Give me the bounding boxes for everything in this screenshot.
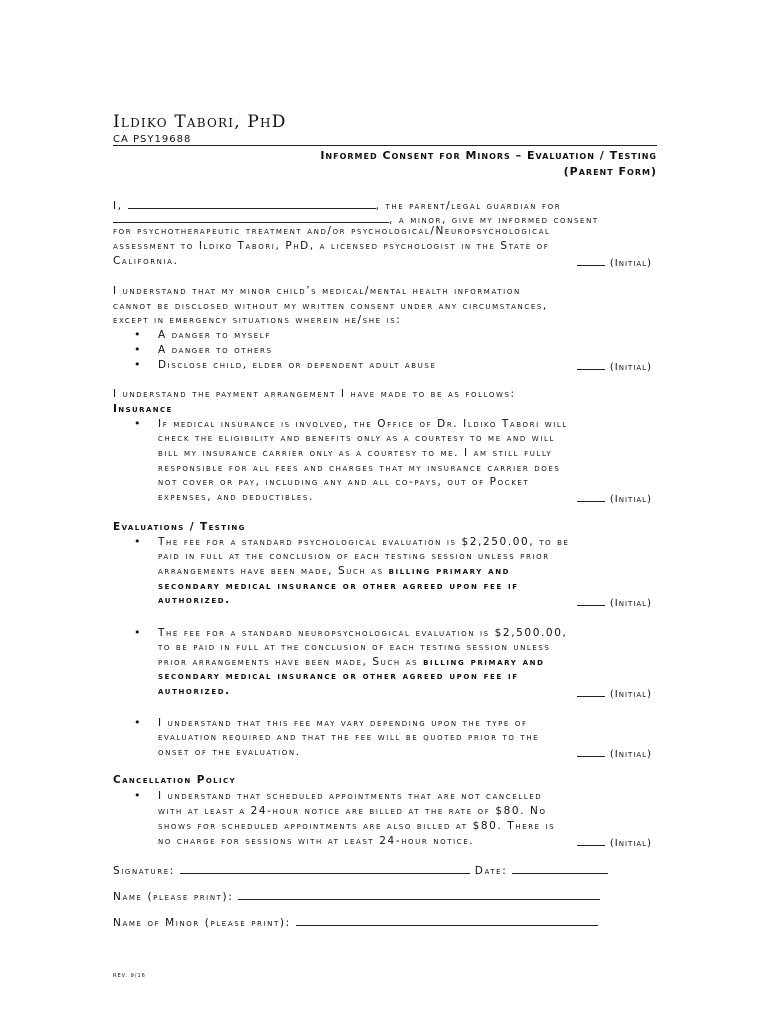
psych-line-1: The fee for a standard psychological evaluation is $2,250.00, to be [158, 536, 570, 548]
list-item: Disclose child, elder or dependent adult abuse [158, 359, 437, 371]
confidentiality-line-3: except in emergency situations wherein he/she is: [113, 314, 402, 326]
list-item: A danger to myself [158, 329, 271, 341]
form-title: Informed Consent for Minors – Evaluation / Testing [320, 149, 657, 162]
psych-line-2: paid in full at the conclusion of each testing session unless prior [158, 550, 550, 562]
date-label: Date: [474, 865, 508, 877]
psych-line-3-bold: billing primary and [388, 565, 511, 577]
cancellation-line-2: with at least a 24-hour notice are billed at the rate of $80. No [158, 805, 547, 817]
signature-field[interactable] [180, 862, 470, 874]
initial-label: (Initial) [609, 838, 652, 849]
initial-cancellation [577, 836, 652, 849]
confidentiality-line-2: cannot be disclosed without my written consent under any circumstances, [113, 300, 548, 312]
initial-insurance [577, 492, 652, 505]
bullet-icon: • [134, 358, 141, 371]
initial-neuro [577, 687, 652, 700]
neuro-line-3 [158, 656, 545, 668]
psych-line-3 [158, 565, 510, 577]
name-label: Name (please print): [113, 891, 234, 903]
initial-vary [577, 747, 652, 760]
vary-line-3: onset of the evaluation. [158, 746, 301, 758]
neuro-line-5: authorized. [158, 685, 231, 697]
vary-line-2: evaluation required and that the fee will be quoted prior to the [158, 731, 540, 743]
cancellation-heading: Cancellation Policy [113, 774, 237, 786]
list-item: A danger to others [158, 344, 273, 356]
payment-line: I understand the payment arrangement I have made to be as follows: [113, 388, 516, 400]
bullet-icon: • [134, 417, 141, 430]
initial-blank[interactable] [577, 360, 605, 370]
signature-row [113, 862, 608, 877]
revision-note: REV. 9/16 [113, 973, 146, 979]
bullet-icon: • [134, 789, 141, 802]
psych-line-4: secondary medical insurance or other agreed upon fee if [158, 580, 519, 592]
intro-line-3: for psychotherapeutic treatment and/or psychological/Neuropsychological [113, 225, 551, 237]
bullet-icon: • [134, 716, 141, 729]
insurance-heading: Insurance [113, 403, 173, 415]
neuro-line-3-text: prior arrangements have been made, Such as [158, 656, 424, 668]
initial-blank[interactable] [577, 256, 605, 266]
bullet-icon: • [134, 328, 141, 341]
intro-prefix: I, [113, 200, 123, 212]
initial-confidentiality [577, 360, 652, 373]
initial-blank[interactable] [577, 687, 605, 697]
initial-label: (Initial) [609, 689, 652, 700]
initial-psych [577, 596, 652, 609]
neuro-line-3-bold: billing primary and [423, 656, 545, 668]
initial-label: (Initial) [609, 494, 652, 505]
date-field[interactable] [512, 862, 608, 874]
confidentiality-line-1: I understand that my minor child’s medical/mental health information [113, 285, 521, 297]
psych-line-5: authorized. [158, 594, 231, 606]
minor-name-blank[interactable] [113, 211, 389, 223]
bullet-icon: • [134, 343, 141, 356]
initial-blank[interactable] [577, 747, 605, 757]
bullet-icon: • [134, 626, 141, 639]
minor-name-label: Name of Minor (please print): [113, 917, 291, 929]
intro-line-4: assessment to Ildiko Tabori, PhD, a licensed psychologist in the State of [113, 240, 550, 252]
insurance-line-6: expenses, and deductibles. [158, 491, 314, 503]
neuro-line-4: secondary medical insurance or other agreed upon fee if [158, 670, 519, 682]
vary-line-1: I understand that this fee may vary depending upon the type of [158, 717, 528, 729]
license-number: CA PSY19688 [113, 134, 192, 145]
intro-line-2 [113, 211, 599, 226]
form-subtitle: (Parent Form) [563, 165, 657, 178]
evaluations-heading: Evaluations / Testing [113, 521, 246, 533]
initial-intro [577, 256, 652, 269]
psych-line-3-text: arrangements have been made, Such as [158, 565, 389, 577]
intro-line2-suffix: , a minor, give my informed consent [389, 214, 599, 226]
insurance-line-5: not cover or pay, including any and all co-pays, out of Pocket [158, 476, 530, 488]
neuro-line-2: to be paid in full at the conclusion of each testing session unless [158, 641, 551, 653]
insurance-line-2: check the eligibility and benefits only as a courtesy to me and will [158, 432, 555, 444]
guardian-name-blank[interactable] [128, 197, 376, 209]
header-rule [113, 145, 657, 146]
minor-name-row [113, 914, 598, 929]
initial-blank[interactable] [577, 596, 605, 606]
bullet-icon: • [134, 535, 141, 548]
neuro-line-1: The fee for a standard neuropsychological evaluation is $2,500.00, [158, 627, 568, 639]
insurance-line-4: responsible for all fees and charges that my insurance carrier does [158, 462, 561, 474]
insurance-line-3: bill my insurance carrier only as a courtesy to me. I am still fully [158, 447, 553, 459]
name-row [113, 888, 600, 903]
initial-blank[interactable] [577, 836, 605, 846]
name-field[interactable] [238, 888, 600, 900]
cancellation-line-4: no charge for sessions with at least 24-hour notice. [158, 835, 475, 847]
insurance-line-1: If medical insurance is involved, the Office of Dr. Ildiko Tabori will [158, 418, 568, 430]
cancellation-line-1: I understand that scheduled appointments that are not cancelled [158, 790, 543, 802]
intro-line1-suffix: , the parent/legal guardian for [375, 200, 562, 212]
initial-label: (Initial) [609, 598, 652, 609]
signature-label: Signature: [113, 865, 175, 877]
intro-line-1 [113, 197, 561, 212]
intro-line-5: California. [113, 255, 179, 267]
initial-label: (Initial) [609, 258, 652, 269]
initial-blank[interactable] [577, 492, 605, 502]
initial-label: (Initial) [609, 362, 652, 373]
minor-name-field[interactable] [296, 914, 598, 926]
psychologist-name: Ildiko Tabori, PhD [113, 112, 287, 132]
cancellation-line-3: shows for scheduled appointments are also billed at $80. There is [158, 820, 556, 832]
initial-label: (Initial) [609, 749, 652, 760]
